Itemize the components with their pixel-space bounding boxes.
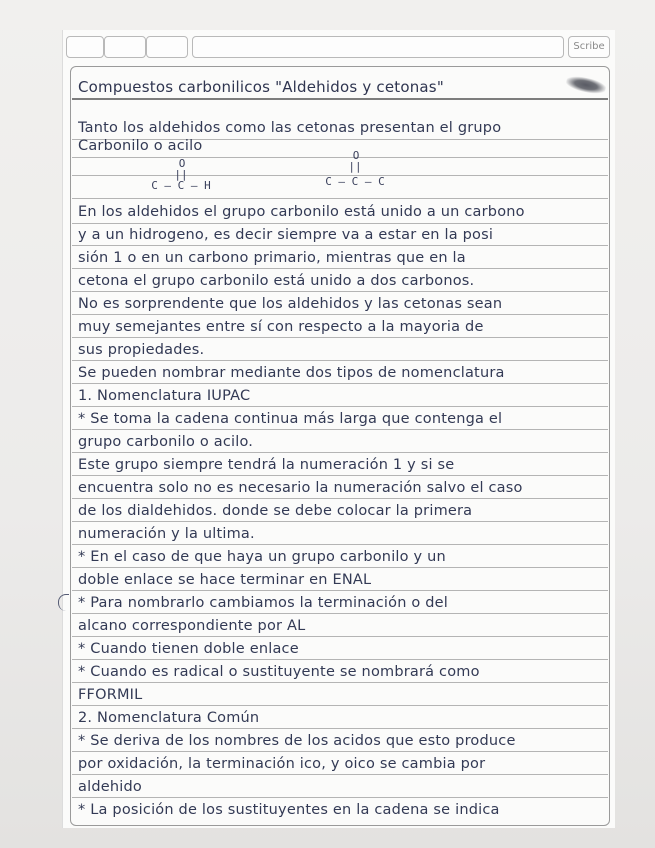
rule-line [72, 383, 608, 384]
text-line: alcano correspondiente por AL [78, 618, 306, 634]
text-line: Este grupo siempre tendrá la numeración 1 y si se [78, 457, 455, 473]
rule-line [72, 291, 608, 292]
text-line: * La posición de los sustituyentes en la cadena se indica [78, 802, 500, 818]
rule-line [72, 774, 608, 775]
text-line: numeración y la ultima. [78, 526, 255, 542]
text-line: Se pueden nombrar mediante dos tipos de nomenclatura [78, 365, 505, 381]
text-line: * Para nombrarlo cambiamos la terminación o del [78, 595, 449, 611]
rule-line [72, 613, 608, 614]
rule-line [72, 544, 608, 545]
header-box [104, 36, 146, 58]
rule-line [72, 429, 608, 430]
text-line: * Se toma la cadena continua más larga que contenga el [78, 411, 503, 427]
rule-line [72, 360, 608, 361]
rule-line [72, 682, 608, 683]
rule-line [72, 198, 608, 199]
text-line: FFORMIL [78, 687, 143, 703]
rule-line [72, 751, 608, 752]
rule-line [72, 590, 608, 591]
text-line: No es sorprendente que los aldehidos y las cetonas sean [78, 296, 503, 312]
rule-line [72, 728, 608, 729]
rule-line [72, 452, 608, 453]
double-bond: || [174, 168, 188, 181]
chain: C — C — C [325, 175, 385, 188]
double-bond: || [348, 160, 362, 173]
rule-line [72, 705, 608, 706]
text-line: aldehido [78, 779, 142, 795]
text-line: 2. Nomenclatura Común [78, 710, 260, 726]
text-line: En los aldehidos el grupo carbonilo está unido a un carbono [78, 204, 525, 220]
text-line: sión 1 o en un carbono primario, mientras que en la [78, 250, 466, 266]
rule-line [72, 636, 608, 637]
ketone-formula [300, 150, 410, 187]
rule-line [72, 245, 608, 246]
text-line: por oxidación, la terminación ico, y oico se cambia por [78, 756, 486, 772]
rule-line [72, 521, 608, 522]
notebook-header [62, 36, 612, 60]
text-line: Carbonilo o acilo [78, 138, 203, 154]
text-line: * Cuando es radical o sustituyente se nombrará como [78, 664, 480, 680]
text-line: encuentra solo no es necesario la numeración salvo el caso [78, 480, 523, 496]
text-line: * Se deriva de los nombres de los acidos que esto produce [78, 733, 516, 749]
header-box [146, 36, 188, 58]
chain: C — C — H [151, 179, 211, 192]
rule-line [72, 314, 608, 315]
header-box [66, 36, 104, 58]
text-line: doble enlace se hace terminar en ENAL [78, 572, 372, 588]
text-line: * En el caso de que haya un grupo carbonilo y un [78, 549, 446, 565]
aldehyde-formula [126, 158, 236, 191]
title-separator [72, 98, 608, 100]
rule-line [72, 475, 608, 476]
rule-line [72, 797, 608, 798]
rule-line [72, 659, 608, 660]
header-title-box [192, 36, 564, 58]
oxygen-label: O [178, 157, 186, 170]
margin-bracket-mark [58, 594, 69, 611]
rule-line [72, 406, 608, 407]
page-title: Compuestos carbonilicos "Aldehidos y cetonas" [78, 78, 444, 96]
rule-line [72, 337, 608, 338]
text-line: de los dialdehidos. donde se debe colocar la primera [78, 503, 473, 519]
oxygen-label: O [352, 149, 360, 162]
text-line: grupo carbonilo o acilo. [78, 434, 254, 450]
text-line: 1. Nomenclatura IUPAC [78, 388, 251, 404]
text-line: cetona el grupo carbonilo está unido a dos carbonos. [78, 273, 475, 289]
brand-logo: Scribe [568, 36, 610, 58]
rule-line [72, 567, 608, 568]
text-line: sus propiedades. [78, 342, 205, 358]
rule-line [72, 223, 608, 224]
text-line: Tanto los aldehidos como las cetonas presentan el grupo [78, 120, 502, 136]
text-line: y a un hidrogeno, es decir siempre va a estar en la posi [78, 227, 494, 243]
text-line: muy semejantes entre sí con respecto a la mayoria de [78, 319, 484, 335]
rule-line [72, 268, 608, 269]
text-line: * Cuando tienen doble enlace [78, 641, 299, 657]
rule-line [72, 498, 608, 499]
